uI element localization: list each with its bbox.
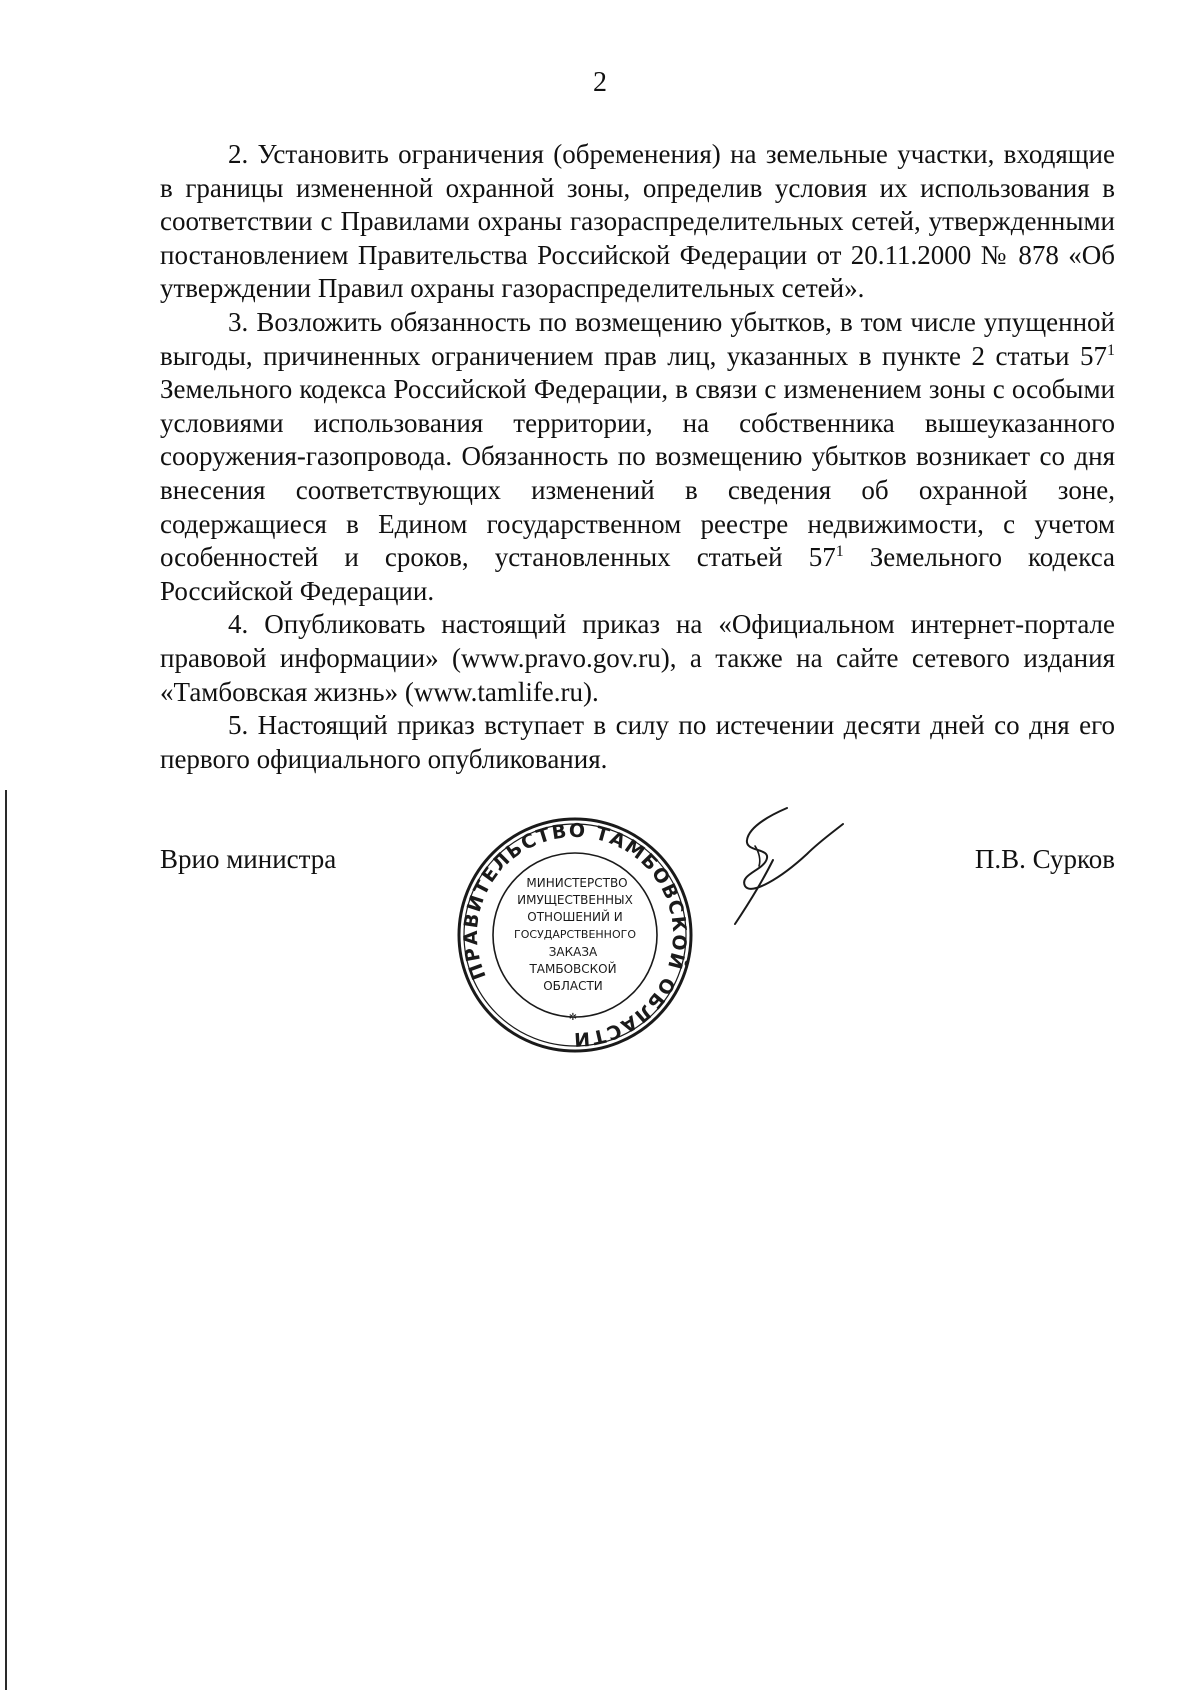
superscript-1: 1 bbox=[1107, 341, 1115, 359]
paragraph-3 bbox=[160, 306, 1115, 608]
page-number: 2 bbox=[593, 67, 607, 98]
seal-line-5: ЗАКАЗА bbox=[548, 945, 598, 959]
scan-edge-line bbox=[5, 790, 7, 1690]
paragraph-3-part-a: 3. Возложить обязанность по возмещению убытков, в том числе упущенной выгоды, причиненных ограничением прав лиц, указанных в пункте 2 статьи 57 bbox=[160, 306, 1115, 371]
paragraph-2: 2. Установить ограничения (обременения) на земельные участки, входящие в границы измененной охранной зоны, определив условия их использования в соответствии с Правилами охраны газораспределительных сетей, утвержденными постановлением Правительства Российской Федерации от 20.11.2000 № 878 «Об утверждении Правил охраны газораспределительных сетей». bbox=[160, 139, 1115, 304]
seal-outer-text: ПРАВИТЕЛЬСТВО ТАМБОВСКОЙ ОБЛАСТИ bbox=[459, 819, 691, 1051]
seal-line-6: ТАМБОВСКОЙ bbox=[529, 962, 617, 976]
paragraph-3-part-b: Земельного кодекса Российской Федерации, в связи с изменением зоны с особыми условиями использования территории, на собственника вышеуказанного сооружения-газопровода. Обязанность по возмещению убытков возникает со дня внесения соответствующих изменений в сведения об охранной зоне, содержащиеся в Едином государственном реестре недвижимости, с учетом особенностей и сроков, установленных статьей 57 bbox=[160, 374, 1115, 573]
seal-line-3: ОТНОШЕНИЙ И bbox=[527, 910, 623, 924]
handwritten-signature bbox=[715, 800, 865, 930]
signatory-title: Врио министра bbox=[160, 844, 337, 874]
official-seal bbox=[455, 815, 695, 1055]
seal-line-2: ИМУЩЕСТВЕННЫХ bbox=[517, 893, 633, 907]
seal-line-4: ГОСУДАРСТВЕННОГО bbox=[514, 928, 636, 941]
paragraph-4: 4. Опубликовать настоящий приказ на «Официальном интернет-портале правовой информации» (www.pravo.gov.ru), а также на сайте сетевого издания «Тамбовская жизнь» (www.tamlife.ru). bbox=[160, 609, 1115, 707]
superscript-2: 1 bbox=[835, 543, 844, 561]
seal-star-icon: ✲ bbox=[568, 1012, 578, 1023]
signatory-name: П.В. Сурков bbox=[974, 844, 1115, 874]
document-body bbox=[160, 138, 1115, 776]
paragraph-5: 5. Настоящий приказ вступает в силу по истечении десяти дней со дня его первого официального опубликования. bbox=[160, 710, 1115, 774]
seal-line-1: МИНИСТЕРСТВО bbox=[526, 876, 628, 890]
seal-line-7: ОБЛАСТИ bbox=[543, 979, 603, 993]
paragraph-3-part-c: Земельного кодекса Российской Федерации. bbox=[160, 542, 1115, 606]
